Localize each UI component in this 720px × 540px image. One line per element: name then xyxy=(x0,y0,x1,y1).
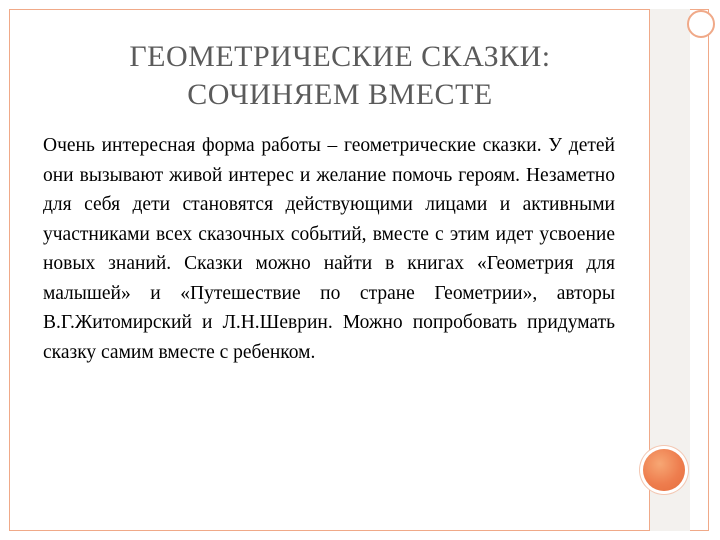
orange-circle-decoration xyxy=(643,449,685,491)
corner-ring-decoration xyxy=(687,10,715,38)
slide-title xyxy=(60,38,620,114)
slide-body-text: Очень интересная форма работы – геометрические сказки. У детей они вызывают живой интерес и желание помочь героям. Незаметно для себя дети становятся действующими лицами и активными участниками всех сказочных событий, вместе с этим идет усвоение новых знаний. Сказки можно найти в книгах «Геометрия для малышей» и «Путешествие по стране Геометрии», авторы В.Г.Житомирский и Л.Н.Шеврин. Можно попробовать придумать сказку самим вместе с ребенком. xyxy=(43,135,615,363)
slide-title-line-2: СОЧИНЯЕМ ВМЕСТЕ xyxy=(187,78,493,111)
slide-title-line-1: ГЕОМЕТРИЧЕСКИЕ СКАЗКИ: xyxy=(129,40,551,73)
